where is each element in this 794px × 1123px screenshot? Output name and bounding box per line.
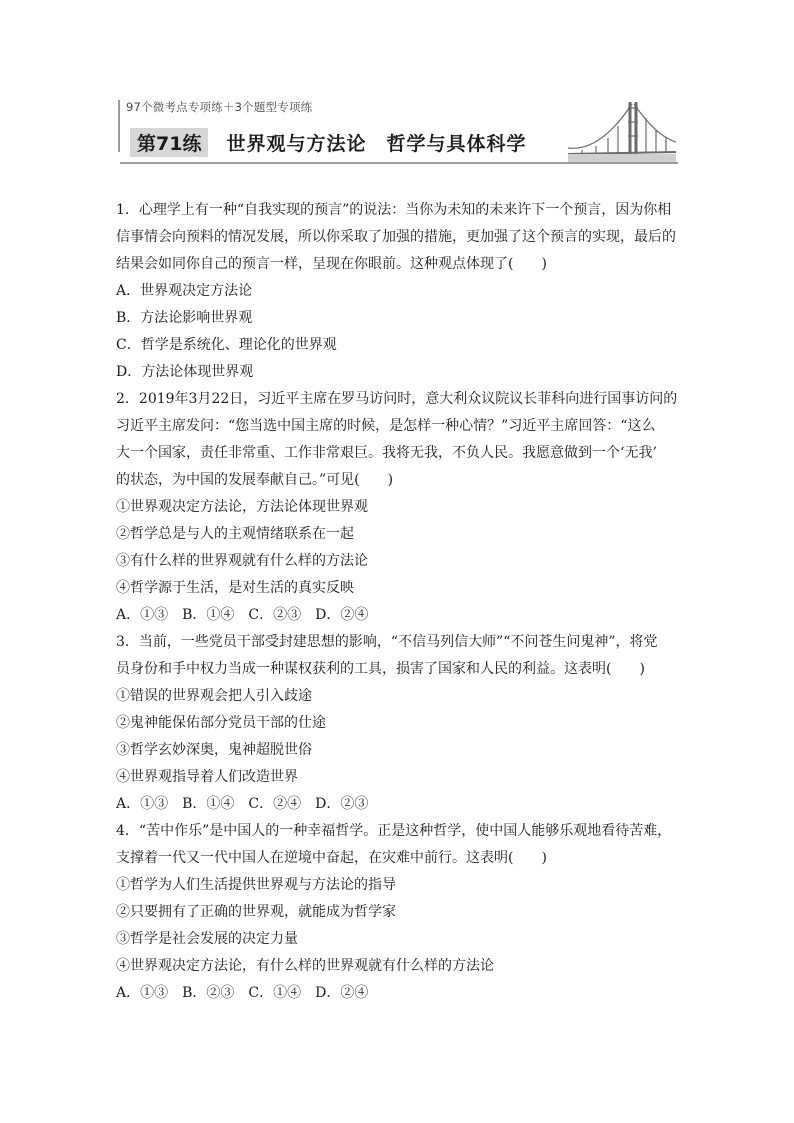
question-stem-line: 大一个国家，责任非常重、工作非常艰巨。我将无我，不负人民。我愿意做到一个‘无我’ <box>116 445 657 461</box>
question-stem-line: 员身份和手中权力当成一种谋权获利的工具，损害了国家和人民的利益。这表明( ) <box>116 661 645 677</box>
question-stem-line: 3．当前，一些党员干部受封建思想的影响，“不信马列信大师”“不问苍生问鬼神”，将党 <box>116 634 658 650</box>
page-title: 世界观与方法论 哲学与具体科学 <box>226 132 527 155</box>
header-accent-bar <box>118 100 120 152</box>
statement-item: ③有什么样的世界观就有什么样的方法论 <box>116 553 368 569</box>
statement-item: ①错误的世界观会把人引入歧途 <box>116 688 312 704</box>
statement-item: ②只要拥有了正确的世界观，就能成为哲学家 <box>116 904 396 920</box>
question-stem-line: 信事情会向预料的情况发展，所以你采取了加强的措施，更加强了这个预言的实现，最后的 <box>116 229 676 245</box>
statement-item: ③哲学是社会发展的决定力量 <box>116 931 298 947</box>
question-2 <box>116 386 681 629</box>
header-divider <box>120 162 678 164</box>
answer-option: C．哲学是系统化、理论化的世界观 <box>116 337 337 353</box>
page-header <box>116 96 678 166</box>
statement-item: ①哲学为人们生活提供世界观与方法论的指导 <box>116 877 396 893</box>
statement-item: ②鬼神能保佑部分党员干部的仕途 <box>116 715 326 731</box>
question-3 <box>116 629 681 818</box>
question-4 <box>116 818 681 1007</box>
answer-option: D．方法论体现世界观 <box>116 364 254 380</box>
answer-choices: A．①③ B．①④ C．②③ D．②④ <box>116 607 369 623</box>
statement-item: ④世界观决定方法论，有什么样的世界观就有什么样的方法论 <box>116 958 494 974</box>
answer-choices: A．①③ B．①④ C．②④ D．②③ <box>116 796 369 812</box>
statement-item: ④世界观指导着人们改造世界 <box>116 769 298 785</box>
question-stem-line: 1．心理学上有一种“自我实现的预言”的说法：当你为未知的未来许下一个预言，因为你相 <box>116 202 672 218</box>
statement-item: ①世界观决定方法论，方法论体现世界观 <box>116 499 368 515</box>
statement-item: ②哲学总是与人的主观情绪联系在一起 <box>116 526 354 542</box>
question-stem-line: 支撑着一代又一代中国人在逆境中奋起，在灾难中前行。这表明( ) <box>116 850 547 866</box>
exercise-number-badge: 第71练 <box>130 128 208 157</box>
statement-item: ③哲学玄妙深奥，鬼神超脱世俗 <box>116 742 312 758</box>
question-stem-line: 4．“苦中作乐”是中国人的一种幸福哲学。正是这种哲学，使中国人能够乐观地看待苦难， <box>116 823 672 839</box>
question-list <box>116 197 681 1007</box>
title-row <box>130 126 526 158</box>
bridge-illustration <box>568 96 676 162</box>
series-subtitle: 97个微考点专项练＋3个题型专项练 <box>126 100 313 114</box>
question-stem-line: 结果会如同你自己的预言一样，呈现在你眼前。这种观点体现了( ) <box>116 256 547 272</box>
answer-option: A．世界观决定方法论 <box>116 283 253 299</box>
answer-option: B．方法论影响世界观 <box>116 310 253 326</box>
question-1 <box>116 197 681 386</box>
answer-choices: A．①③ B．②③ C．①④ D．②④ <box>116 985 369 1001</box>
question-stem-line: 2．2019年3月22日，习近平主席在罗马访问时，意大利众议院议长菲科向进行国事访问的 <box>116 391 678 407</box>
statement-item: ④哲学源于生活，是对生活的真实反映 <box>116 580 354 596</box>
question-stem-line: 习近平主席发问：“您当选中国主席的时候，是怎样一种心情？”习近平主席回答：“这么 <box>116 418 656 434</box>
question-stem-line: 的状态，为中国的发展奉献自己。”可见( ) <box>116 472 394 488</box>
